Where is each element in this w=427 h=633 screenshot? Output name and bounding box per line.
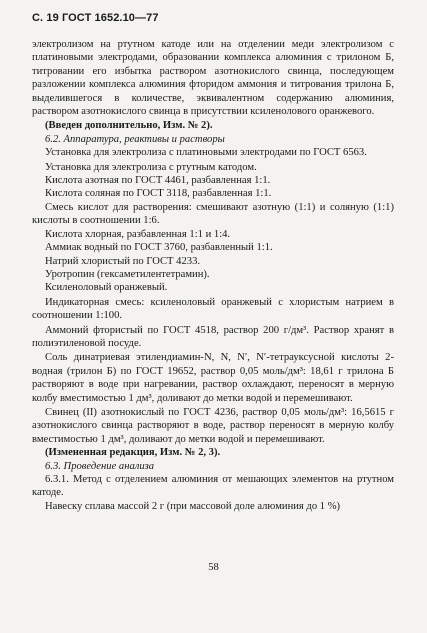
list-item: Соль динатриевая этилендиамин-N, N, N′, N′-тетрауксусной кислоты 2-водная (трилон Б) по ГОСТ 19652, раствор 0,05 моль/дм³: 18,61 г трилона Б растворяют в воде при нагревании, раствор охлаждают, переносят в мерную колбу вместимостью 1 дм³, доливают до метки водой и перемешивают. <box>32 352 394 404</box>
list-item: Натрий хлористый по ГОСТ 4233. <box>45 255 201 267</box>
paragraph-intro: электролизом на ртутном катоде или на отделении меди электролизом с платиновыми электродами, образовании комплекса алюминия с трилоном Б, титровании его избытка раствором азотнокислого свинца, последующем разложении комплекса алюминия фторидом аммония и титрования трилона Б, выделившегося в количестве, эквивалентном содержанию алюминия, раствором азотнокислого свинца в присутствии ксиленолового оранжевого. <box>32 39 394 118</box>
section-heading-6-2: 6.2. Аппаратура, реактивы и растворы <box>45 133 225 145</box>
page-header: С. 19 ГОСТ 1652.10—77 <box>32 12 159 24</box>
list-item: Индикаторная смесь: ксиленоловый оранжевый с хлористым натрием в соотношении 1:100. <box>32 296 394 322</box>
list-item: Установка для электролиза с ртутным катодом. <box>45 161 257 173</box>
page-number: 58 <box>208 562 219 573</box>
list-item: Ксиленоловый оранжевый. <box>45 282 168 294</box>
list-item: Кислота соляная по ГОСТ 3118, разбавленная 1:1. <box>45 188 272 200</box>
list-item: Кислота азотная по ГОСТ 4461, разбавленная 1:1. <box>45 175 271 187</box>
amendment-note: (Измененная редакция, Изм. № 2, 3). <box>45 447 221 459</box>
list-item: Смесь кислот для растворения: смешивают азотную (1:1) и соляную (1:1) кислоты в соотношении 1:6. <box>32 201 394 227</box>
list-item: Аммиак водный по ГОСТ 3760, разбавленный 1:1. <box>45 242 273 254</box>
paragraph: Навеску сплава массой 2 г (при массовой доле алюминия до 1 %) <box>45 500 341 512</box>
amendment-note: (Введен дополнительно, Изм. № 2). <box>45 120 213 132</box>
list-item: Свинец (II) азотнокислый по ГОСТ 4236, раствор 0,05 моль/дм³: 16,5615 г азотнокислого свинца растворяют в воде, раствор переносят в мерную колбу вместимостью 1 дм³, доливают до метки водой и перемешивают. <box>32 406 394 445</box>
section-heading-6-3: 6.3. Проведение анализа <box>45 460 155 472</box>
paragraph: 6.3.1. Метод с отделением алюминия от мешающих элементов на ртутном катоде. <box>32 474 394 499</box>
list-item: Установка для электролиза с платиновыми электродами по ГОСТ 6563. <box>45 147 367 159</box>
document-body <box>32 38 394 513</box>
list-item: Кислота хлорная, разбавленная 1:1 и 1:4. <box>45 228 231 240</box>
list-item: Уротропин (гексаметилентетрамин). <box>45 268 210 280</box>
list-item: Аммоний фтористый по ГОСТ 4518, раствор 200 г/дм³. Раствор хранят в полиэтиленовой посуде. <box>32 324 394 349</box>
